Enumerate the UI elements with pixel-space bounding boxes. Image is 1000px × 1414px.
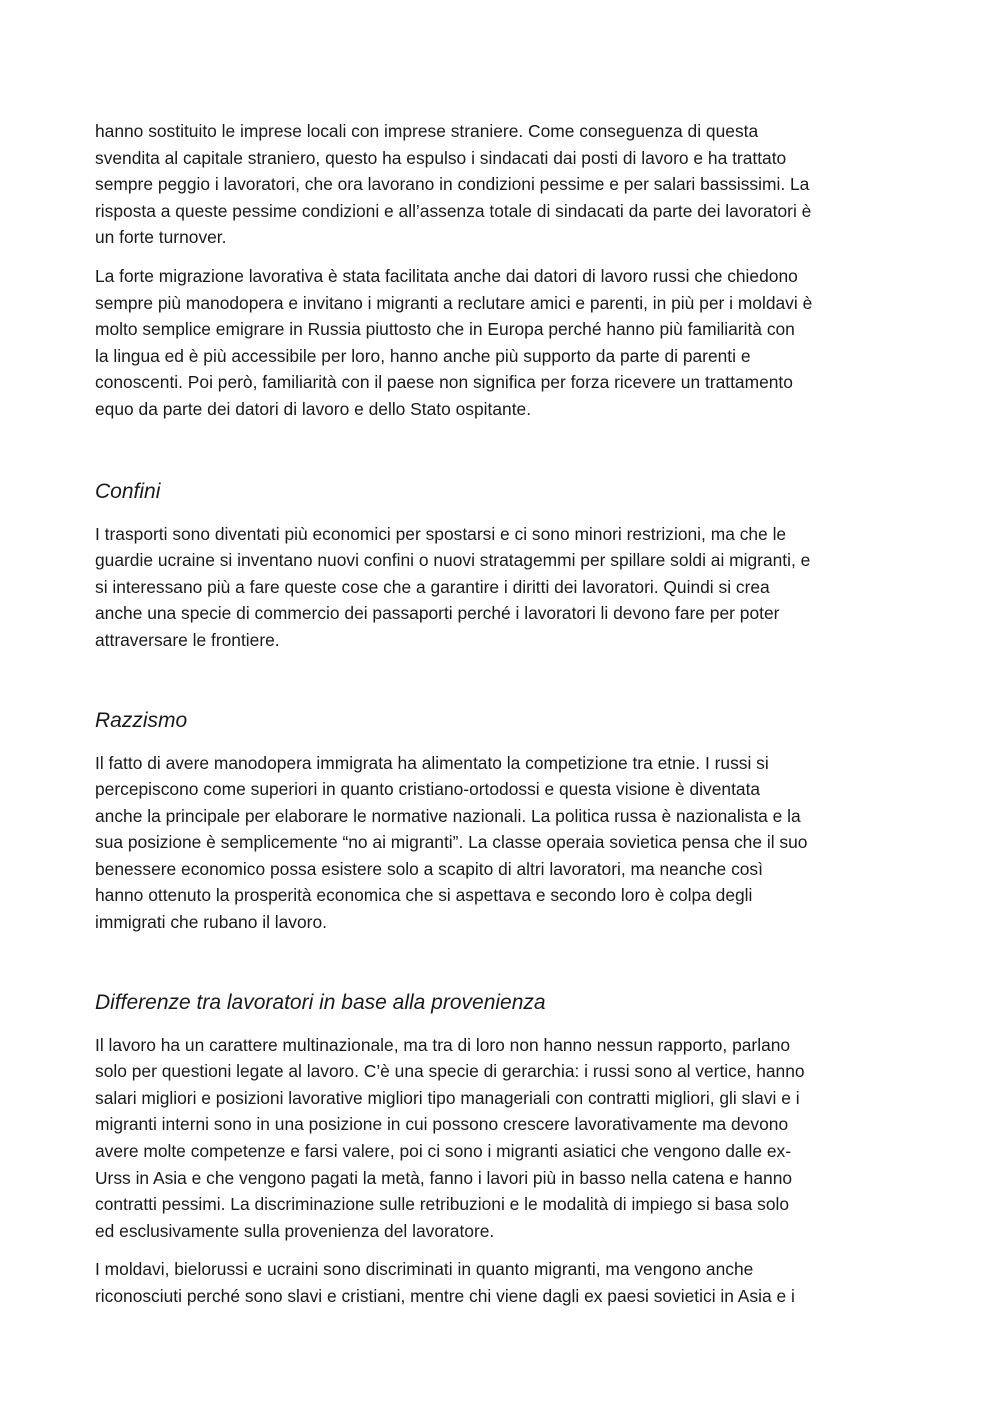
paragraph: Il fatto di avere manodopera immigrata ha alimentato la competizione tra etnie. I russi si percepiscono come superiori in quanto cristiano-ortodossi e questa visione è diventata anche la principale per elaborare le normative nazionali. La politica russa è nazionalista e la sua posizione è semplicemente “no ai migranti”. La classe operaia sovietica pensa che il suo benessere economico possa esistere solo a scapito di altri lavoratori, ma neanche così hanno ottenuto la prosperità economica che si aspettava e secondo loro è colpa degli immigrati che rubano il lavoro.	[95, 752, 808, 933]
section-heading-razzismo: Razzismo	[95, 708, 188, 732]
paragraph: La forte migrazione lavorativa è stata facilitata anche dai datori di lavoro russi che chiedono sempre più manodopera e invitano i migranti a reclutare amici e parenti, in più per i moldavi è molto semplice emigrare in Russia piuttosto che in Europa perché hanno più familiarità con la lingua ed è più accessibile per loro, hanno anche più supporto da parte di parenti e conoscenti. Poi però, familiarità con il paese non significa per forza ricevere un trattamento equo da parte dei datori di lavoro e dello Stato ospitante.	[95, 265, 813, 419]
paragraph: Il lavoro ha un carattere multinazionale, ma tra di loro non hanno nessun rapporto, parlano solo per questioni legate al lavoro. C’è una specie di gerarchia: i russi sono al vertice, hanno salari migliori e posizioni lavorative migliori tipo manageriali con contratti migliori, gli slavi e i migranti interni sono in una posizione in cui possono crescere lavorativamente ma devono avere molte competenze e farsi valere, poi ci sono i migranti asiatici che vengono dalle ex- Urss in Asia e che vengono pagati la metà, fanno i lavori più in basso nella catena e hanno contratti pessimi. La discriminazione sulle retribuzioni e le modalità di impiego si basa solo ed esclusivamente sulla provenienza del lavoratore.	[95, 1034, 805, 1241]
section-heading-differenze: Differenze tra lavoratori in base alla provenienza	[95, 990, 546, 1014]
paragraph: hanno sostituito le imprese locali con imprese straniere. Come conseguenza di questa svendita al capitale straniero, questo ha espulso i sindacati dai posti di lavoro e ha trattato sempre peggio i lavoratori, che ora lavorano in condizioni pessime e per salari bassissimi. La risposta a queste pessime condizioni e all’assenza totale di sindacati da parte dei lavoratori è un forte turnover.	[95, 121, 812, 248]
document-page	[95, 118, 910, 1310]
section-heading-confini: Confini	[95, 479, 161, 503]
paragraph: I moldavi, bielorussi e ucraini sono discriminati in quanto migranti, ma vengono anche riconosciuti perché sono slavi e cristiani, mentre chi viene dagli ex paesi sovietici in Asia e i	[95, 1259, 795, 1306]
paragraph: I trasporti sono diventati più economici per spostarsi e ci sono minori restrizioni, ma che le guardie ucraine si inventano nuovi confini o nuovi stratagemmi per spillare soldi ai migranti, e si interessano più a fare queste cose che a garantire i diritti dei lavoratori. Quindi si crea anche una specie di commercio dei passaporti perché i lavoratori li devono fare per poter attraversare le frontiere.	[95, 523, 811, 650]
